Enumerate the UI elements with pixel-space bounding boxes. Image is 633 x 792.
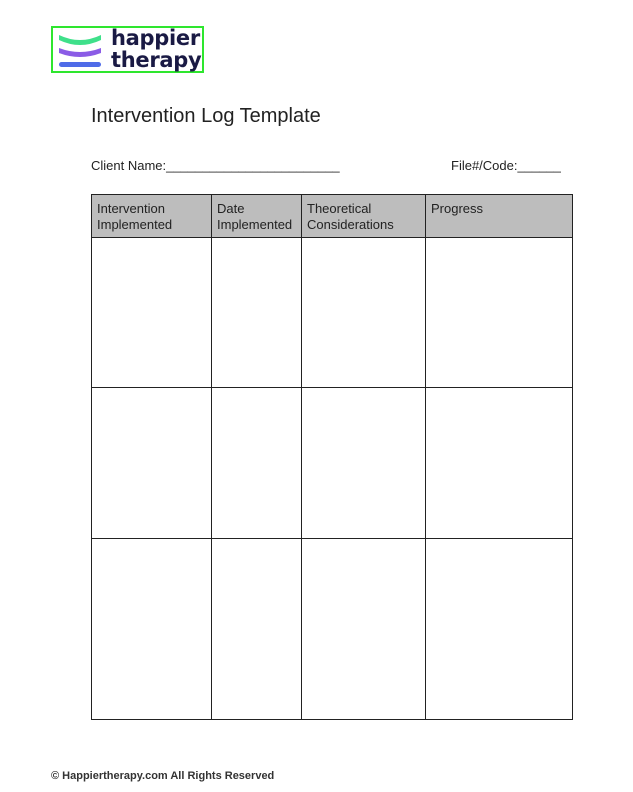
page-title: Intervention Log Template: [91, 105, 321, 127]
header-intervention-implemented: [92, 195, 212, 238]
table-row: [92, 388, 573, 539]
header-line: Intervention: [97, 201, 165, 216]
table-cell[interactable]: [426, 539, 573, 720]
table-cell[interactable]: [212, 388, 302, 539]
table-row: [92, 238, 573, 388]
file-code-field[interactable]: File#/Code:______: [451, 158, 561, 173]
header-line: Implemented: [217, 217, 293, 232]
happier-therapy-logo: [51, 26, 204, 73]
table-header-row: [92, 195, 573, 238]
table-cell[interactable]: [302, 238, 426, 388]
logo-text-line2: therapy: [111, 48, 202, 72]
header-line: Date: [217, 201, 245, 216]
table-cell[interactable]: [212, 238, 302, 388]
table-cell[interactable]: [302, 539, 426, 720]
table-cell[interactable]: [92, 238, 212, 388]
copyright-footer: © Happiertherapy.com All Rights Reserved: [51, 770, 275, 782]
table-cell[interactable]: [426, 388, 573, 539]
header-date-implemented: [212, 195, 302, 238]
client-name-field[interactable]: Client Name:________________________: [91, 158, 340, 173]
header-progress: [426, 195, 573, 238]
intervention-log-table: [91, 194, 573, 720]
table-cell[interactable]: [92, 539, 212, 720]
header-line: Progress: [431, 201, 484, 216]
header-theoretical-considerations: [302, 195, 426, 238]
table-cell[interactable]: [302, 388, 426, 539]
logo-wave-icon: [55, 31, 109, 71]
table-cell[interactable]: [212, 539, 302, 720]
header-line: Considerations: [307, 217, 394, 232]
header-line: Implemented: [97, 217, 173, 232]
logo-wordmark: [111, 27, 201, 71]
logo-text-line1: happier: [111, 26, 200, 50]
table-cell[interactable]: [426, 238, 573, 388]
table-cell[interactable]: [92, 388, 212, 539]
table-row: [92, 539, 573, 720]
header-line: Theoretical: [307, 201, 372, 216]
